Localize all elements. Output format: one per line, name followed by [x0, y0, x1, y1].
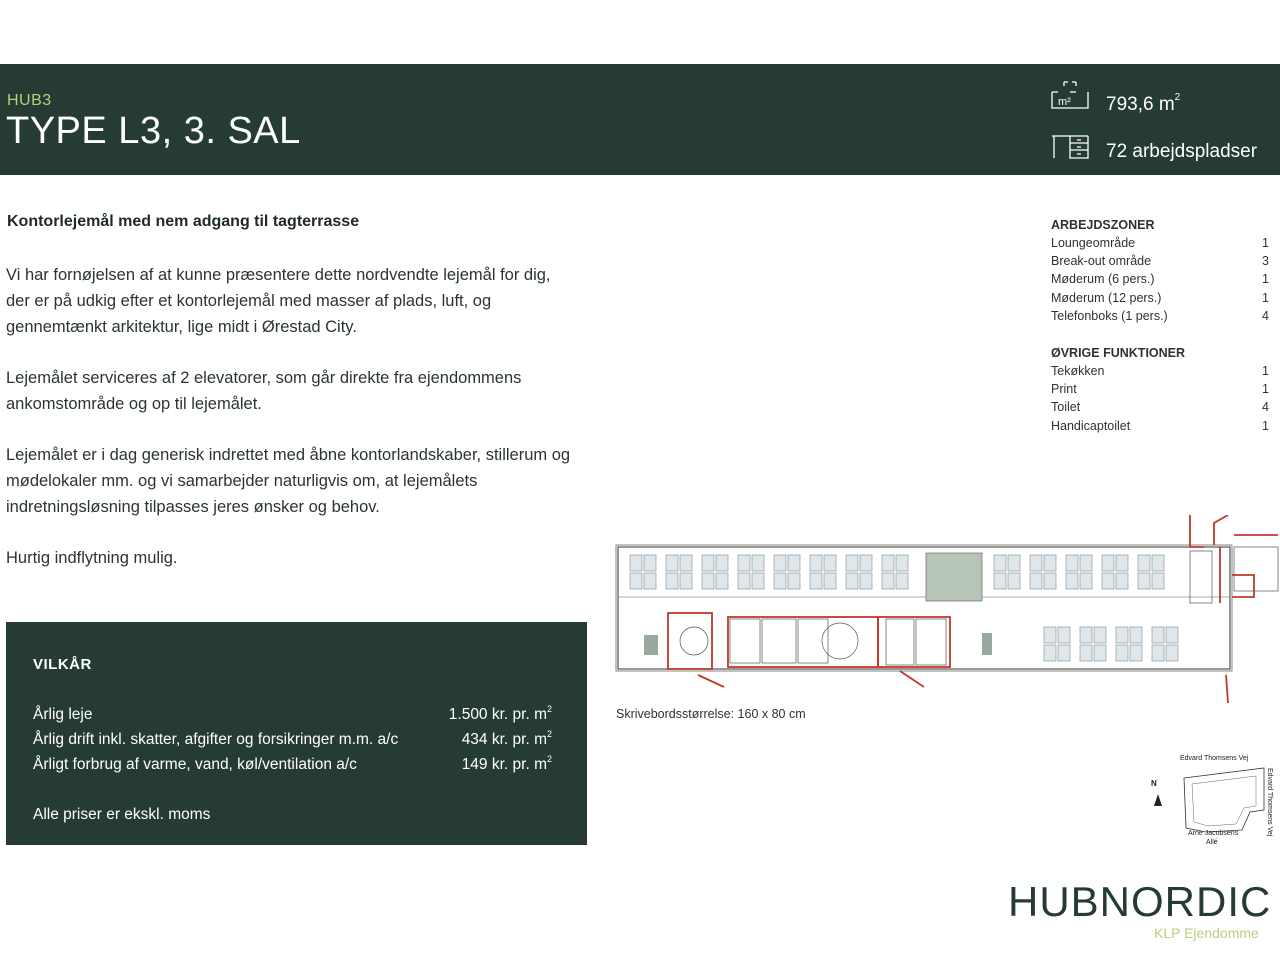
desk	[680, 555, 692, 571]
list-item: Møderum (12 pers.) 1	[1051, 290, 1269, 305]
desk	[738, 573, 750, 589]
desk	[1044, 627, 1056, 643]
floor-plan-caption: Skrivebordsstørrelse: 160 x 80 cm	[616, 707, 806, 721]
terms-box	[6, 622, 587, 845]
desk	[810, 573, 822, 589]
desk	[1044, 645, 1056, 661]
terms-row: Årligt forbrug af varme, vand, køl/ventilation a/c 149 kr. pr. $m^2$	[33, 754, 552, 773]
work-zones-title: ARBEJDSZONER	[1051, 218, 1155, 232]
desk	[1030, 555, 1042, 571]
desk	[994, 573, 1006, 589]
desk	[1066, 573, 1078, 589]
desk	[702, 555, 714, 571]
desk	[1080, 645, 1092, 661]
desk	[896, 555, 908, 571]
desk	[896, 573, 908, 589]
list-item: Tekøkken 1	[1051, 364, 1269, 378]
area-icon	[1050, 80, 1090, 110]
desk	[1116, 573, 1128, 589]
desk	[1166, 627, 1178, 643]
desk	[630, 573, 642, 589]
floor-plan	[614, 515, 1280, 705]
desk	[774, 555, 786, 571]
desk	[846, 555, 858, 571]
desk	[1116, 645, 1128, 661]
desk	[1102, 555, 1114, 571]
terms-row: Årlig leje 1.500 kr. pr. $m^2$	[33, 704, 552, 723]
desk	[644, 573, 656, 589]
brand-subtitle: KLP Ejendomme	[1154, 925, 1259, 941]
desk	[644, 555, 656, 571]
svg-text:m²: m²	[1058, 96, 1071, 108]
desk	[752, 573, 764, 589]
list-item: Toilet 4	[1051, 400, 1269, 415]
list-item: Møderum (6 pers.) 1	[1051, 272, 1269, 287]
desk	[774, 573, 786, 589]
desk	[666, 555, 678, 571]
desk	[1030, 573, 1042, 589]
terms-title: VILKÅR	[33, 656, 92, 673]
desk	[1058, 627, 1070, 643]
desk	[752, 555, 764, 571]
desk	[994, 555, 1006, 571]
north-label: N	[1151, 779, 1157, 788]
desk	[1130, 645, 1142, 661]
intro-paragraph: Lejemålet er i dag generisk indrettet med åbne kontorlandskaber, stillerum og mødelokaler mm. og vi samarbejder naturligvis om, at lejemålets indretningsløsning tilpasses jeres ønsker og behov.	[6, 446, 571, 516]
workplaces-value: 72 arbejdspladser	[1106, 141, 1258, 162]
desk	[1152, 627, 1164, 643]
terms-note: Alle priser er ekskl. moms	[33, 806, 211, 823]
desk	[1116, 627, 1128, 643]
desk	[1058, 645, 1070, 661]
area-value: 793,6 $m^2$	[1106, 92, 1181, 115]
list-item: Loungeområde 1	[1051, 236, 1269, 250]
desk	[1080, 627, 1092, 643]
desk	[788, 555, 800, 571]
terms-row: Årlig drift inkl. skatter, afgifter og forsikringer m.m. a/c 434 kr. pr. $m^2$	[33, 729, 552, 748]
intro-paragraph: Vi har fornøjelsen af at kunne præsentere dette nordvendte lejemål for dig, der er på udkig efter et kontorlejemål med masser af plads, luft, og gennemtænkt arkitektur, lige midt i Ørestad City.	[6, 266, 551, 336]
desk	[1094, 627, 1106, 643]
desk	[1044, 555, 1056, 571]
desk	[630, 555, 642, 571]
street-label: Edvard Thomsens Vej	[1266, 768, 1273, 837]
intro-paragraph: Lejemålet serviceres af 2 elevatorer, som går direkte fra ejendommens ankomstområde og op til lejemålet.	[6, 369, 522, 413]
desk	[882, 573, 894, 589]
intro-subhead: Kontorlejemål med nem adgang til tagterrasse	[7, 213, 360, 230]
desk	[882, 555, 894, 571]
list-item: Print 1	[1051, 382, 1269, 397]
desk	[1066, 555, 1078, 571]
street-label: Arne Jacobsens	[1188, 830, 1239, 837]
desk	[788, 573, 800, 589]
desk	[1008, 555, 1020, 571]
list-item: Telefonboks (1 pers.) 4	[1051, 308, 1269, 323]
street-label: Allé	[1206, 839, 1218, 846]
desk	[860, 573, 872, 589]
list-item: Handicaptoilet 1	[1051, 418, 1269, 433]
north-arrow-icon	[1154, 794, 1162, 806]
desk	[738, 555, 750, 571]
site-map	[1146, 750, 1276, 850]
desk	[1116, 555, 1128, 571]
desk	[1044, 573, 1056, 589]
desk-icon	[1050, 132, 1090, 162]
desk	[1166, 645, 1178, 661]
desk	[1094, 645, 1106, 661]
desk	[860, 555, 872, 571]
page-title: TYPE L3, 3. SAL	[6, 110, 301, 152]
hub-label: HUB3	[7, 92, 52, 109]
brand-logo: HUBNORDIC	[1008, 878, 1272, 925]
desk	[1080, 573, 1092, 589]
list-item: Break-out område 3	[1051, 254, 1269, 269]
work-zones-list	[1051, 218, 1269, 325]
desk	[1138, 555, 1150, 571]
desk	[1152, 645, 1164, 661]
desk	[824, 573, 836, 589]
desk	[810, 555, 822, 571]
desk	[846, 573, 858, 589]
desk	[1080, 555, 1092, 571]
desk	[1130, 627, 1142, 643]
desk	[716, 573, 728, 589]
desk	[1138, 573, 1150, 589]
desk	[680, 573, 692, 589]
desk	[666, 573, 678, 589]
desk	[1152, 555, 1164, 571]
street-label: Edvard Thomsens Vej	[1180, 755, 1249, 762]
intro-paragraph: Hurtig indflytning mulig.	[6, 549, 178, 567]
desk	[702, 573, 714, 589]
desk	[1152, 573, 1164, 589]
desk	[1102, 573, 1114, 589]
desk	[716, 555, 728, 571]
other-functions-title: ØVRIGE FUNKTIONER	[1051, 346, 1186, 360]
desk	[1008, 573, 1020, 589]
other-functions-list	[1051, 346, 1269, 435]
desk	[824, 555, 836, 571]
